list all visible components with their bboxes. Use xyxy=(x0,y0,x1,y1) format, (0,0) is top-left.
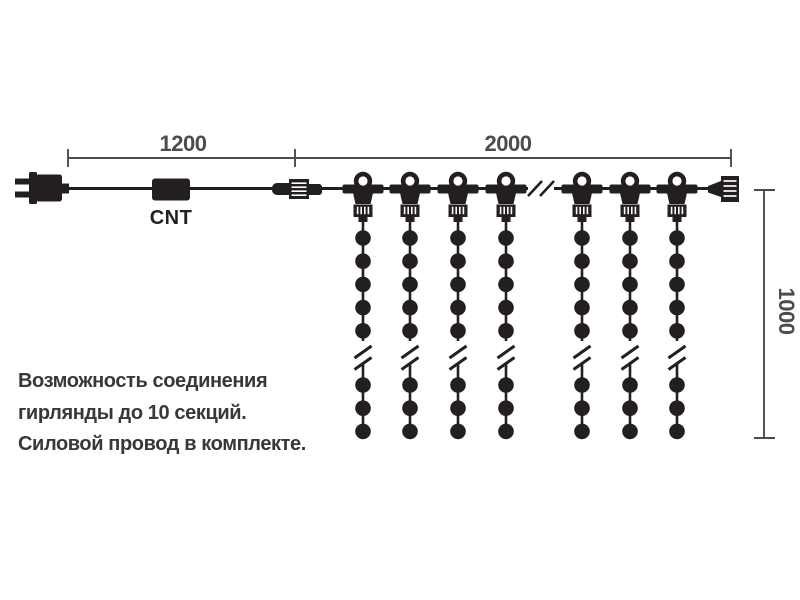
led-bulb xyxy=(498,277,514,293)
note-line: Возможность соединения xyxy=(18,370,268,392)
garland-length-label: 2000 xyxy=(484,131,532,156)
junction-strand xyxy=(657,172,698,439)
junction-strand xyxy=(610,172,651,439)
led-bulb xyxy=(622,277,638,293)
break-slash xyxy=(540,181,554,196)
controller-box xyxy=(152,179,190,201)
socket-neck xyxy=(359,217,368,222)
socket-neck xyxy=(626,217,635,222)
junction-strand xyxy=(486,172,527,439)
hanger-hole-icon xyxy=(672,176,681,185)
strand-break-icon xyxy=(498,346,515,358)
controller-label: CNT xyxy=(149,207,193,229)
strand-break-icon xyxy=(355,346,372,358)
led-bulb xyxy=(355,424,371,440)
end-connector-taper xyxy=(708,181,721,197)
led-bulb xyxy=(450,400,466,416)
led-bulb xyxy=(402,300,418,316)
led-bulb xyxy=(669,230,685,246)
led-bulb xyxy=(450,230,466,246)
led-bulb xyxy=(355,323,371,339)
hanger-hole-icon xyxy=(453,176,462,185)
lamp-socket xyxy=(497,205,516,218)
led-bulb xyxy=(498,253,514,269)
strand-break-icon xyxy=(622,346,639,358)
led-bulb xyxy=(498,300,514,316)
socket-neck xyxy=(578,217,587,222)
led-bulb xyxy=(574,400,590,416)
led-bulb xyxy=(622,230,638,246)
controller-body xyxy=(152,179,190,201)
led-bulb xyxy=(402,323,418,339)
led-bulb xyxy=(355,253,371,269)
led-bulb xyxy=(450,253,466,269)
led-bulb xyxy=(669,323,685,339)
led-bulb xyxy=(574,230,590,246)
led-bulb xyxy=(402,277,418,293)
led-bulb xyxy=(450,323,466,339)
led-bulb xyxy=(669,253,685,269)
led-bulb xyxy=(498,230,514,246)
end-connector-icon xyxy=(708,176,739,202)
led-bulb xyxy=(498,400,514,416)
junction-strand xyxy=(438,172,479,439)
lead-length-label: 1200 xyxy=(159,131,207,156)
led-bulb xyxy=(498,424,514,440)
junction-strand xyxy=(390,172,431,439)
led-bulb xyxy=(669,424,685,440)
led-bulb xyxy=(574,253,590,269)
led-bulb xyxy=(622,377,638,393)
junction-body xyxy=(448,193,468,204)
led-bulb xyxy=(622,323,638,339)
note-text xyxy=(18,366,306,461)
lamp-socket xyxy=(449,205,468,218)
end-connector-collar xyxy=(721,176,739,202)
strand-break-icon xyxy=(574,346,591,358)
led-bulb xyxy=(450,424,466,440)
led-bulb xyxy=(574,300,590,316)
led-bulb xyxy=(355,277,371,293)
junction-body xyxy=(496,193,516,204)
led-bulb xyxy=(402,230,418,246)
led-bulb xyxy=(669,377,685,393)
junction-strand xyxy=(562,172,603,439)
led-bulb xyxy=(355,400,371,416)
lamp-socket xyxy=(621,205,640,218)
socket-neck xyxy=(502,217,511,222)
socket-neck xyxy=(673,217,682,222)
junction-strand xyxy=(343,172,384,439)
right-dimension xyxy=(754,190,775,438)
led-bulb xyxy=(498,377,514,393)
power-plug-icon xyxy=(15,172,69,204)
led-bulb xyxy=(574,377,590,393)
strand-break-icon xyxy=(450,346,467,358)
led-bulb xyxy=(450,277,466,293)
hanger-hole-icon xyxy=(358,176,367,185)
hanger-hole-icon xyxy=(405,176,414,185)
led-bulb xyxy=(498,323,514,339)
note-line: гирлянды до 10 секций. xyxy=(18,401,247,424)
wire-break-icon xyxy=(528,181,554,196)
strand-break-icon xyxy=(669,346,686,358)
led-bulb xyxy=(574,424,590,440)
led-bulb xyxy=(355,377,371,393)
led-bulb xyxy=(355,230,371,246)
lamp-socket xyxy=(668,205,687,218)
plug-face xyxy=(29,172,37,204)
lamp-socket xyxy=(354,205,373,218)
socket-neck xyxy=(454,217,463,222)
lamp-socket xyxy=(401,205,420,218)
junction-body xyxy=(620,193,640,204)
led-bulb xyxy=(402,377,418,393)
led-bulb xyxy=(622,400,638,416)
note-line: Силовой провод в комплекте. xyxy=(18,433,306,455)
hanger-hole-icon xyxy=(577,176,586,185)
hanger-hole-icon xyxy=(625,176,634,185)
led-bulb xyxy=(402,424,418,440)
junction-body xyxy=(353,193,373,204)
strand-break-icon xyxy=(402,346,419,358)
led-bulb xyxy=(574,323,590,339)
led-bulb xyxy=(402,253,418,269)
drop-height-label: 1000 xyxy=(774,287,799,335)
led-bulb xyxy=(669,300,685,316)
led-bulb xyxy=(622,253,638,269)
led-bulb xyxy=(355,300,371,316)
strand-group xyxy=(343,172,698,439)
socket-neck xyxy=(406,217,415,222)
led-bulb xyxy=(574,277,590,293)
inline-connector-icon xyxy=(272,179,322,199)
plug-body xyxy=(36,175,62,202)
hanger-hole-icon xyxy=(501,176,510,185)
led-bulb xyxy=(622,300,638,316)
led-bulb xyxy=(402,400,418,416)
led-bulb xyxy=(622,424,638,440)
break-slash xyxy=(528,181,542,196)
led-bulb xyxy=(669,400,685,416)
led-bulb xyxy=(450,377,466,393)
junction-body xyxy=(572,193,592,204)
led-bulb xyxy=(669,277,685,293)
plug-neck xyxy=(61,184,69,194)
lamp-socket xyxy=(573,205,592,218)
junction-body xyxy=(667,193,687,204)
led-bulb xyxy=(450,300,466,316)
junction-body xyxy=(400,193,420,204)
